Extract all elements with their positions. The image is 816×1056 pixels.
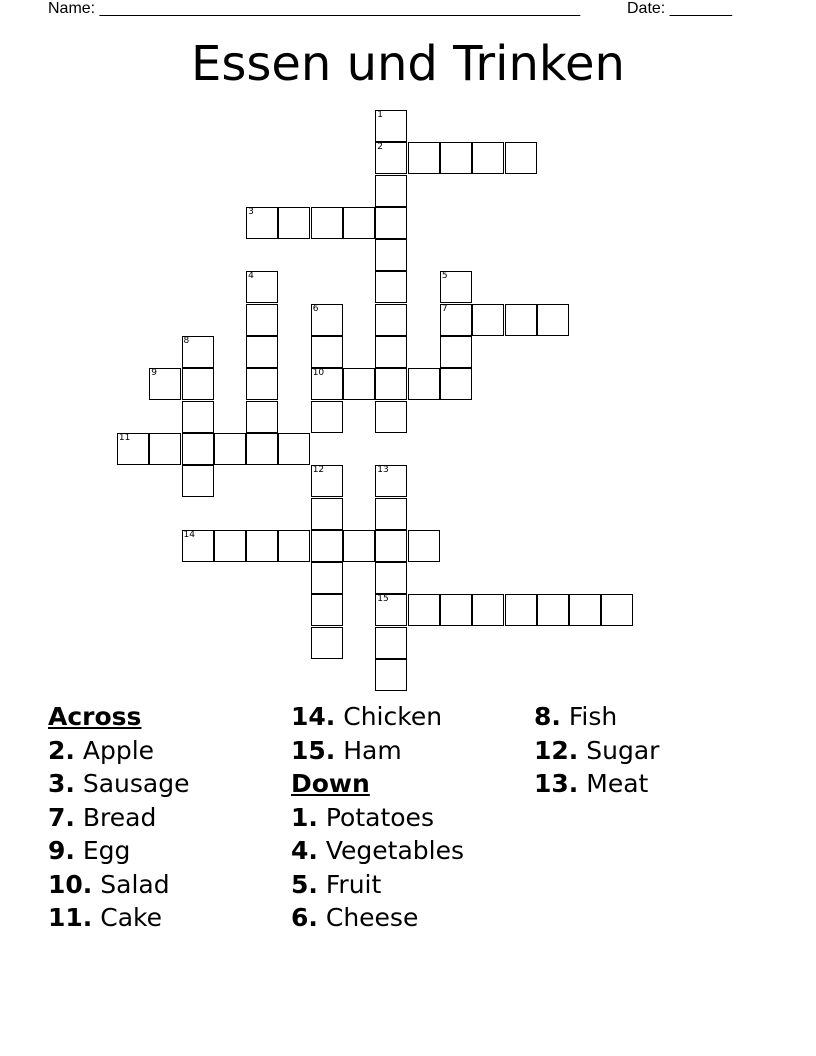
clue-item bbox=[48, 901, 190, 935]
grid-cell[interactable] bbox=[311, 465, 343, 497]
clue-item bbox=[534, 734, 659, 768]
clue-number: 1 bbox=[377, 109, 384, 120]
grid-cell[interactable] bbox=[311, 498, 343, 530]
grid-cell[interactable] bbox=[375, 498, 407, 530]
grid-cell[interactable] bbox=[375, 530, 407, 562]
clue-number: 15 bbox=[377, 594, 389, 605]
clue-column-1 bbox=[48, 700, 190, 935]
clue-item-text: Potatoes bbox=[325, 802, 434, 832]
clue-heading: Across bbox=[48, 702, 142, 731]
grid-cell[interactable] bbox=[311, 401, 343, 433]
grid-cell[interactable] bbox=[408, 368, 440, 400]
grid-cell[interactable] bbox=[246, 433, 278, 465]
grid-cell[interactable] bbox=[375, 562, 407, 594]
grid-cell[interactable] bbox=[214, 433, 246, 465]
clue-item-number: 4. bbox=[291, 836, 318, 865]
grid-cell[interactable] bbox=[375, 239, 407, 271]
clue-number: 4 bbox=[248, 271, 254, 282]
clue-item-number: 10. bbox=[48, 869, 93, 899]
grid-cell[interactable] bbox=[246, 207, 278, 239]
grid-cell[interactable] bbox=[375, 368, 407, 400]
grid-cell[interactable] bbox=[375, 110, 407, 142]
grid-cell[interactable] bbox=[311, 562, 343, 594]
grid-cell[interactable] bbox=[182, 401, 214, 433]
grid-cell[interactable] bbox=[343, 530, 375, 562]
grid-cell[interactable] bbox=[472, 304, 504, 336]
clue-item-text: Fish bbox=[568, 702, 618, 731]
grid-cell[interactable] bbox=[408, 142, 440, 174]
grid-cell[interactable] bbox=[375, 594, 407, 626]
date-field: Date: _______ bbox=[627, 0, 732, 17]
grid-cell[interactable] bbox=[505, 142, 537, 174]
clue-item bbox=[48, 801, 190, 835]
grid-cell[interactable] bbox=[408, 594, 440, 626]
clue-item-number: 9. bbox=[48, 836, 75, 865]
clue-item-text: Sugar bbox=[586, 735, 660, 765]
grid-cell[interactable] bbox=[311, 627, 343, 659]
grid-cell[interactable] bbox=[246, 336, 278, 368]
clue-number: 12 bbox=[312, 465, 325, 476]
grid-cell[interactable] bbox=[278, 207, 310, 239]
grid-cell[interactable] bbox=[343, 207, 375, 239]
grid-cell[interactable] bbox=[246, 368, 278, 400]
clue-item bbox=[291, 801, 464, 835]
clue-number: 10 bbox=[312, 368, 325, 379]
grid-cell[interactable] bbox=[246, 401, 278, 433]
clue-item bbox=[534, 767, 659, 801]
clue-item-number: 2. bbox=[48, 735, 75, 765]
grid-cell[interactable] bbox=[537, 304, 569, 336]
grid-cell[interactable] bbox=[214, 530, 246, 562]
grid-cell[interactable] bbox=[182, 433, 214, 465]
clue-item-text: Cheese bbox=[325, 903, 419, 932]
clue-number: 6 bbox=[312, 303, 319, 314]
clue-number: 7 bbox=[441, 303, 448, 314]
grid-cell[interactable] bbox=[375, 401, 407, 433]
clue-item bbox=[48, 834, 190, 868]
clue-item bbox=[291, 834, 464, 868]
grid-cell[interactable] bbox=[505, 594, 537, 626]
grid-cell[interactable] bbox=[537, 594, 569, 626]
clue-item bbox=[291, 868, 464, 902]
clue-item-text: Sausage bbox=[82, 769, 190, 798]
grid-cell[interactable] bbox=[182, 336, 214, 368]
clue-number: 8 bbox=[183, 336, 190, 346]
grid-cell[interactable] bbox=[278, 433, 310, 465]
grid-cell[interactable] bbox=[311, 530, 343, 562]
grid-cell[interactable] bbox=[440, 271, 472, 303]
clue-item bbox=[291, 734, 464, 768]
grid-cell[interactable] bbox=[182, 530, 214, 562]
grid-cell[interactable] bbox=[149, 433, 181, 465]
grid-cell[interactable] bbox=[311, 336, 343, 368]
grid-cell[interactable] bbox=[311, 594, 343, 626]
clue-item bbox=[48, 767, 190, 801]
grid-cell[interactable] bbox=[375, 627, 407, 659]
clue-item bbox=[291, 700, 464, 734]
clue-item-text: Salad bbox=[100, 869, 170, 899]
clue-item-number: 3. bbox=[48, 769, 75, 798]
grid-cell[interactable] bbox=[375, 271, 407, 303]
clue-heading: Down bbox=[291, 769, 370, 798]
clue-item-number: 7. bbox=[48, 802, 75, 832]
clue-item bbox=[291, 901, 464, 935]
clue-item-number: 15. bbox=[291, 735, 336, 765]
grid-cell[interactable] bbox=[375, 659, 407, 691]
grid-cell[interactable] bbox=[505, 304, 537, 336]
clue-item bbox=[48, 868, 190, 902]
clue-item-text: Cake bbox=[100, 903, 162, 932]
clue-column-3 bbox=[534, 700, 659, 801]
clue-item-text: Apple bbox=[82, 735, 155, 765]
clue-item-number: 8. bbox=[534, 702, 561, 731]
clue-item-number: 1. bbox=[291, 802, 318, 832]
clue-item-number: 11. bbox=[48, 903, 93, 932]
grid-cell[interactable] bbox=[311, 368, 343, 400]
grid-cell[interactable] bbox=[472, 142, 504, 174]
grid-cell[interactable] bbox=[182, 465, 214, 497]
clue-item bbox=[48, 734, 190, 768]
clue-item-text: Vegetables bbox=[325, 836, 464, 865]
grid-cell[interactable] bbox=[278, 530, 310, 562]
clue-item-text: Ham bbox=[343, 735, 402, 765]
grid-cell[interactable] bbox=[375, 142, 407, 174]
grid-cell[interactable] bbox=[375, 465, 407, 497]
clue-item-text: Chicken bbox=[343, 702, 443, 731]
clue-item-number: 6. bbox=[291, 903, 318, 932]
grid-cell[interactable] bbox=[601, 594, 633, 626]
grid-cell[interactable] bbox=[375, 304, 407, 336]
grid-cell[interactable] bbox=[149, 368, 181, 400]
grid-cell[interactable] bbox=[311, 304, 343, 336]
clue-item-number: 13. bbox=[534, 769, 579, 798]
puzzle-title: Essen und Trinken bbox=[191, 36, 625, 92]
grid-cell[interactable] bbox=[343, 368, 375, 400]
grid-cell[interactable] bbox=[440, 142, 472, 174]
grid-cell[interactable] bbox=[440, 594, 472, 626]
clue-item-number: 14. bbox=[291, 702, 336, 731]
grid-cell[interactable] bbox=[246, 530, 278, 562]
clue-number: 13 bbox=[377, 465, 389, 476]
clue-item-text: Meat bbox=[586, 769, 649, 798]
grid-cell[interactable] bbox=[311, 207, 343, 239]
clue-item bbox=[534, 700, 659, 734]
grid-cell[interactable] bbox=[440, 368, 472, 400]
grid-cell[interactable] bbox=[440, 304, 472, 336]
clue-number: 9 bbox=[151, 368, 157, 379]
grid-cell[interactable] bbox=[246, 304, 278, 336]
grid-cell[interactable] bbox=[440, 336, 472, 368]
grid-cell[interactable] bbox=[408, 530, 440, 562]
clue-item-number: 5. bbox=[291, 869, 318, 899]
clue-item-number: 12. bbox=[534, 735, 579, 765]
grid-cell[interactable] bbox=[375, 207, 407, 239]
clue-item-text: Egg bbox=[82, 836, 131, 865]
clue-number: 2 bbox=[377, 142, 384, 153]
clue-number: 3 bbox=[248, 206, 254, 217]
grid-cell[interactable] bbox=[246, 271, 278, 303]
name-field: Name: ______________________________________________________ bbox=[48, 0, 581, 17]
clue-number: 11 bbox=[118, 432, 131, 443]
grid-cell[interactable] bbox=[117, 433, 149, 465]
clue-number: 14 bbox=[183, 529, 195, 540]
grid-cell[interactable] bbox=[182, 368, 214, 400]
grid-cell[interactable] bbox=[472, 594, 504, 626]
grid-cell[interactable] bbox=[375, 175, 407, 207]
clue-item-text: Bread bbox=[82, 802, 157, 832]
grid-cell[interactable] bbox=[375, 336, 407, 368]
clue-number: 5 bbox=[441, 271, 448, 282]
clue-column-2 bbox=[291, 700, 464, 935]
clue-item-text: Fruit bbox=[325, 869, 382, 899]
grid-cell[interactable] bbox=[569, 594, 601, 626]
